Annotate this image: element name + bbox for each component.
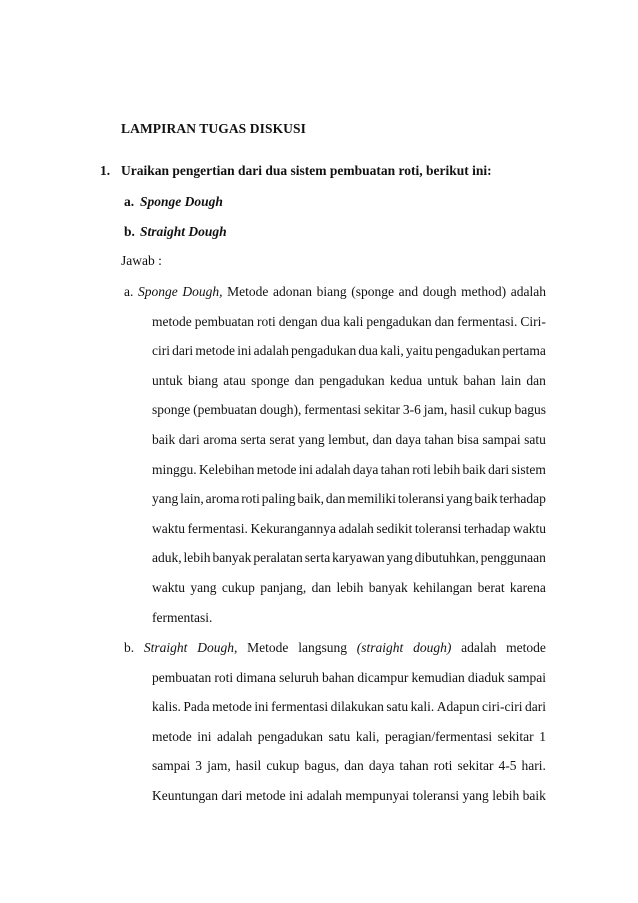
word: ciri-ciri — [482, 699, 523, 715]
answer-b-line — [152, 668, 546, 698]
word: sampai — [507, 669, 546, 685]
word: baik — [152, 431, 176, 447]
question-number: 1. — [100, 163, 111, 178]
word: paling — [261, 491, 296, 507]
item-term: Straight Dough — [140, 224, 227, 239]
word: fermentasi. — [152, 609, 213, 625]
word: serta — [304, 550, 331, 566]
word: dengan — [278, 313, 318, 329]
word: diaduk — [467, 669, 505, 685]
word: Metode — [247, 640, 289, 655]
word: adalah — [338, 520, 374, 536]
answer-a-line — [152, 312, 546, 342]
word: serat — [269, 431, 295, 447]
word: 3 — [195, 758, 203, 774]
word: ini — [197, 728, 212, 744]
word: baik — [462, 461, 486, 477]
word: baik — [474, 491, 498, 507]
word: adalah — [510, 284, 546, 299]
answer-b — [124, 638, 546, 816]
word: Ciri- — [520, 313, 546, 329]
word: yang — [386, 550, 413, 566]
word: fermentasi — [271, 699, 329, 715]
item-term: Sponge Dough — [140, 194, 223, 209]
question-1 — [100, 163, 492, 179]
word: satu — [386, 699, 409, 715]
word: bahan — [321, 669, 355, 685]
word: pengadukan — [366, 313, 432, 329]
word: 4-5 — [498, 758, 517, 774]
answer-b-line — [152, 697, 546, 727]
item-letter: b. — [124, 224, 135, 239]
answer-a — [124, 282, 546, 637]
word: daya — [368, 758, 395, 774]
word: untuk — [152, 372, 183, 388]
word: waktu — [152, 579, 185, 595]
word: memiliki — [347, 491, 396, 507]
answer-a-line — [152, 460, 546, 490]
word: panjang, — [260, 579, 307, 595]
word: dua — [358, 343, 378, 359]
word: lembut, — [328, 431, 369, 447]
word: roti — [214, 669, 234, 685]
word: metode — [152, 313, 192, 329]
word: metode — [245, 787, 286, 803]
word: lebih — [336, 579, 364, 595]
word: roti — [256, 313, 276, 329]
word: dari — [524, 699, 546, 715]
word: waktu — [512, 520, 546, 536]
word: lebih — [492, 787, 520, 803]
answer-a-line — [152, 430, 546, 460]
word: bahan — [463, 372, 496, 388]
answer-a-line — [152, 400, 546, 430]
word: kali, — [355, 728, 380, 744]
word: bagus — [514, 402, 546, 418]
word: dua — [320, 313, 341, 329]
word: adalah — [315, 461, 351, 477]
word: hasil — [235, 758, 262, 774]
word: sekitar — [457, 758, 494, 774]
answer-a-line — [152, 548, 546, 578]
word: Kelebihan — [198, 461, 255, 477]
word: dari — [178, 431, 200, 447]
word: bisa — [457, 431, 479, 447]
word: serta — [240, 431, 266, 447]
word: sekitar — [497, 728, 534, 744]
word: yang — [446, 491, 473, 507]
word: toleransi — [397, 491, 445, 507]
word: karena — [509, 579, 546, 595]
question-text: Uraikan pengertian dari dua sistem pembuatan roti, berikut ini: — [121, 163, 492, 178]
document-heading: LAMPIRAN TUGAS DISKUSI — [121, 121, 306, 136]
answer-a-line — [152, 341, 546, 371]
word: a. — [124, 284, 134, 299]
word: banyak — [368, 579, 408, 595]
word: pertama — [502, 343, 546, 359]
word: metode — [256, 461, 297, 477]
word: atau — [223, 372, 246, 388]
word: langsung — [298, 640, 347, 655]
word: Straight — [143, 640, 188, 655]
answer-b-line — [152, 786, 546, 816]
word: dan — [311, 579, 332, 595]
word: minggu. — [152, 461, 197, 477]
word: sekitar — [364, 402, 401, 418]
word: Pada — [183, 699, 210, 715]
word: lain — [500, 372, 522, 388]
word: 3-6 — [402, 402, 421, 418]
word: cukup — [221, 579, 255, 595]
word: dan — [325, 491, 346, 507]
item-letter: a. — [124, 194, 135, 209]
word: dari — [488, 461, 510, 477]
word: adalah — [217, 728, 253, 744]
word: fermentasi. — [187, 520, 248, 536]
word: dan — [294, 372, 315, 388]
answer-b-line — [152, 727, 546, 757]
word: aroma — [205, 491, 240, 507]
word: sampai — [482, 431, 521, 447]
word: baik, — [297, 491, 325, 507]
word: karyawan — [332, 550, 385, 566]
word: metode — [212, 699, 252, 715]
word: berat — [477, 579, 505, 595]
word: dan — [372, 431, 392, 447]
word: pengadukan — [291, 343, 357, 359]
word: Sponge — [138, 284, 178, 299]
word: fermentasi — [304, 402, 362, 418]
word: yang — [152, 491, 179, 507]
answer-a-line — [152, 489, 546, 519]
word: yang — [190, 579, 217, 595]
question-item-a — [124, 194, 223, 210]
word: kali — [343, 313, 364, 329]
word: Dough, — [197, 640, 238, 655]
word: terhadap — [499, 491, 546, 507]
word: lebih — [183, 550, 211, 566]
word: toleransi — [412, 787, 460, 803]
word: kemudian — [411, 669, 465, 685]
answer-label: Jawab : — [121, 253, 162, 268]
word: fermentasi. — [457, 313, 518, 329]
word: penggunaan — [480, 550, 546, 566]
word: pengadukan — [319, 372, 385, 388]
word: kali, — [380, 343, 404, 359]
word: pembuatan — [194, 313, 254, 329]
word: jam, — [423, 402, 448, 418]
word: jam, — [207, 758, 231, 774]
word: Dough, — [182, 284, 223, 299]
word: method) — [461, 284, 507, 299]
word: dicampur — [357, 669, 409, 685]
word: aroma — [203, 431, 237, 447]
word: cukup — [266, 758, 300, 774]
word: dibutuhkan, — [414, 550, 479, 566]
word: ini — [289, 787, 304, 803]
word: metode — [195, 343, 236, 359]
word: ini — [298, 461, 314, 477]
word: daya — [395, 431, 421, 447]
word: mempunyai — [345, 787, 410, 803]
word: toleransi — [414, 520, 462, 536]
word: dan — [526, 372, 546, 388]
word: adalah — [306, 787, 342, 803]
word: ini — [237, 343, 252, 359]
word: roti — [433, 758, 453, 774]
word: hari. — [521, 758, 546, 774]
word: peralatan — [253, 550, 303, 566]
word: lebih — [433, 461, 461, 477]
word: sampai — [152, 758, 191, 774]
word: baik — [522, 787, 546, 803]
word: hasil — [450, 402, 476, 418]
word: yaitu — [405, 343, 433, 359]
word: dough) — [413, 640, 452, 655]
word: satu — [524, 431, 546, 447]
word: dan — [434, 313, 455, 329]
word: terhadap — [463, 520, 511, 536]
word: bagus, — [304, 758, 340, 774]
word: adalah — [461, 640, 497, 655]
word: pengadukan — [435, 343, 501, 359]
word: (straight — [356, 640, 404, 655]
word: yang — [462, 787, 489, 803]
word: lain, — [180, 491, 204, 507]
word: daya — [352, 461, 379, 477]
word: dari — [172, 343, 194, 359]
answer-a-line — [124, 282, 546, 312]
word: cukup — [478, 402, 512, 418]
word: biang — [188, 372, 219, 388]
word: kehilangan — [413, 579, 473, 595]
word: Keuntungan — [152, 787, 218, 803]
word: 1 — [539, 728, 546, 744]
word: ini — [254, 699, 269, 715]
question-item-b — [124, 224, 227, 240]
word: dilakukan — [330, 699, 384, 715]
word: adonan — [273, 284, 312, 299]
word: roti — [412, 461, 431, 477]
word: (sponge — [351, 284, 394, 299]
word: tahan — [424, 431, 454, 447]
word: biang — [316, 284, 347, 299]
word: dough — [422, 284, 457, 299]
answer-b-line — [152, 756, 546, 786]
word: waktu — [152, 520, 185, 536]
word: dari — [221, 787, 243, 803]
answer-a-line — [152, 519, 546, 549]
word: yang — [298, 431, 325, 447]
word: ciri — [152, 343, 170, 359]
answer-a-line — [152, 371, 546, 401]
word: kalis. — [152, 699, 181, 715]
word: dough), — [259, 402, 302, 418]
word: Adapun — [436, 699, 480, 715]
word: aduk, — [152, 550, 182, 566]
word: sponge — [251, 372, 290, 388]
word: metode — [506, 640, 546, 655]
word: adalah — [253, 343, 289, 359]
word: untuk — [427, 372, 459, 388]
word: dan — [344, 758, 364, 774]
word: kali. — [410, 699, 435, 715]
word: tahan — [380, 461, 410, 477]
word: sedikit — [376, 520, 413, 536]
word: seluruh — [279, 669, 319, 685]
word: pengadukan — [257, 728, 324, 744]
word: metode — [152, 728, 192, 744]
word: peragian/fermentasi — [384, 728, 493, 744]
word: pembuatan — [152, 669, 212, 685]
answer-a-line — [152, 578, 546, 608]
word: banyak — [212, 550, 252, 566]
word: sistem — [511, 461, 546, 477]
answer-a-line — [152, 608, 546, 638]
word: dimana — [236, 669, 276, 685]
word: b. — [124, 640, 135, 655]
answer-b-line — [124, 638, 546, 668]
word: Metode — [227, 284, 269, 299]
word: roti — [241, 491, 260, 507]
word: sponge — [152, 402, 191, 418]
word: kedua — [389, 372, 423, 388]
word: satu — [328, 728, 351, 744]
word: tahan — [399, 758, 429, 774]
word: (pembuatan — [193, 402, 257, 418]
word: and — [398, 284, 419, 299]
word: Kekurangannya — [250, 520, 336, 536]
